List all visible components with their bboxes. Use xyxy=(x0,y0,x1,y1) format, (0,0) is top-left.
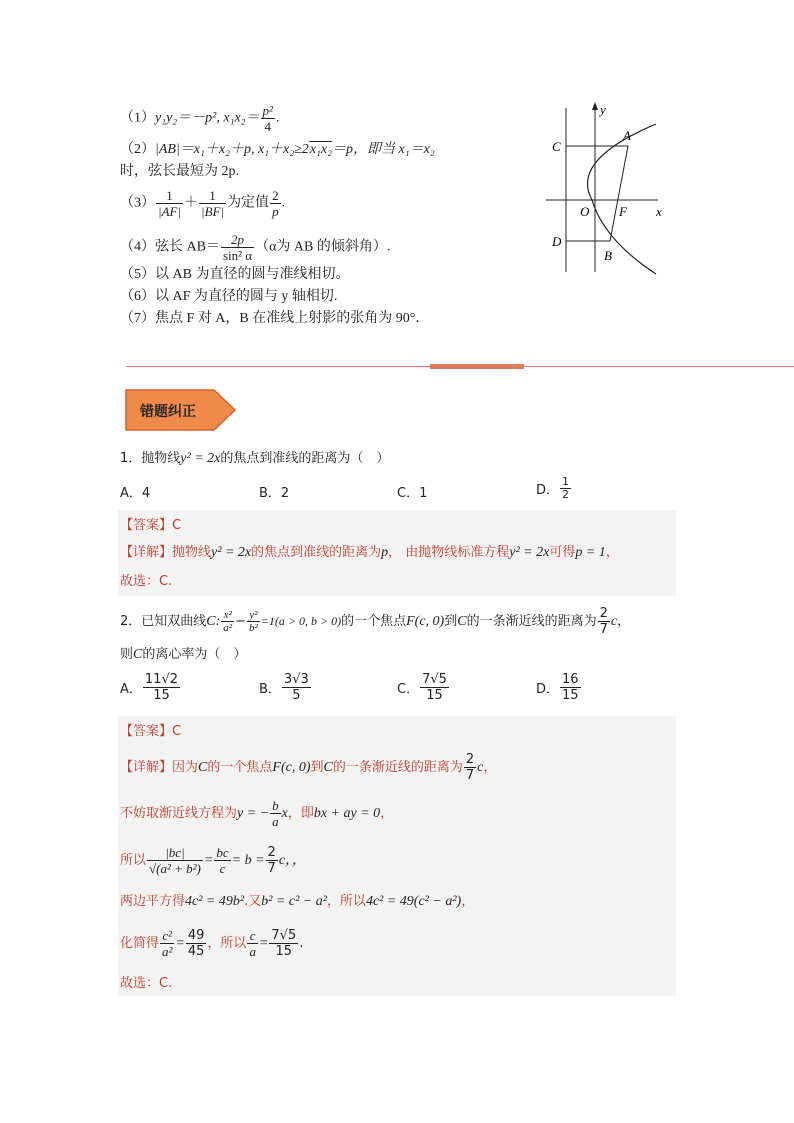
question-2-text-b: 的一个焦点 xyxy=(341,614,407,629)
property-1-index: （1） xyxy=(120,110,155,126)
choice-d-label: D． xyxy=(536,682,560,697)
choice-a-fraction xyxy=(143,672,180,703)
question-2-line-2 xyxy=(120,643,246,663)
question-2-text-e: ， xyxy=(617,614,631,629)
detail-math: 4c² = 49(c² − a²) xyxy=(365,894,462,909)
answer-label: 【答案】 xyxy=(120,724,173,739)
hyperbola-label: C: xyxy=(206,614,221,629)
section-divider-accent xyxy=(430,364,524,369)
choice-a-label: A． xyxy=(120,682,142,697)
detail-text-a: 抛物线 xyxy=(172,545,212,560)
fraction-numerator: y² xyxy=(247,609,260,622)
distance-fraction xyxy=(598,606,610,637)
detail-math: bx + ay = 0 xyxy=(313,806,381,821)
property-4-prefix: （4）弦长 AB＝ xyxy=(120,239,220,255)
fraction-numerator: c xyxy=(247,928,258,944)
question-2-line-2-b: 的离心率为（ ） xyxy=(142,647,247,662)
fraction-numerator: 49 xyxy=(187,928,205,943)
property-6: （6）以 AF 为直径的圆与 y 轴相切. xyxy=(120,289,338,304)
detail-math: = xyxy=(258,936,269,951)
question-2-line-2-c: C xyxy=(133,647,143,662)
detail-text: 化简得 xyxy=(120,936,160,951)
fraction-numerator: 7√5 xyxy=(271,928,297,943)
detail-text: 到 xyxy=(310,760,324,775)
question-2-detail-4 xyxy=(120,890,474,910)
answer-label: 【答案】 xyxy=(120,518,173,533)
label-O: O xyxy=(580,204,590,219)
parabola-diagram xyxy=(540,100,670,280)
fraction-numerator: c² xyxy=(160,928,174,944)
property-4-tail: （α为 AB 的倾斜角）. xyxy=(255,239,391,255)
detail-text: .又 xyxy=(244,894,262,909)
detail-fraction xyxy=(270,798,281,829)
detail-text-d: 可得 xyxy=(549,545,576,560)
fraction-denominator: 15 xyxy=(426,688,443,703)
question-1-choice-c[interactable]: C．1 xyxy=(397,486,428,501)
detail-text: 两边平方得 xyxy=(120,894,186,909)
fraction-denominator: 7 xyxy=(465,768,475,783)
detail-fraction xyxy=(247,928,258,959)
detail-math: C xyxy=(198,760,208,775)
detail-math: = b = xyxy=(231,853,265,868)
fraction-numerator: 1 xyxy=(199,188,226,204)
hyperbola-x-fraction xyxy=(221,609,234,634)
detail-text: ，所以 xyxy=(207,936,247,951)
fraction-numerator: 7√5 xyxy=(422,672,447,687)
choice-b-label: B． xyxy=(259,682,281,697)
detail-text: 不妨取渐近线方程为 xyxy=(120,806,238,821)
choice-c-fraction xyxy=(420,672,449,703)
property-7: （7）焦点 F 对 A，B 在准线上射影的张角为 90°． xyxy=(120,311,430,326)
detail-fraction xyxy=(269,928,298,959)
hyperbola-y-fraction xyxy=(247,609,260,634)
property-2 xyxy=(120,140,435,160)
fraction-denominator: a xyxy=(272,814,279,829)
fraction-numerator: 2 xyxy=(465,752,475,767)
detail-fraction xyxy=(186,928,207,959)
fraction-numerator: b xyxy=(272,798,279,813)
fraction-numerator: 3√3 xyxy=(283,672,309,687)
question-2-detail-2 xyxy=(120,798,393,829)
fraction-denominator: 7 xyxy=(267,861,276,876)
property-3-index: （3） xyxy=(120,195,155,211)
detail-equation-3: p = 1 xyxy=(575,545,606,560)
property-4 xyxy=(120,232,390,263)
question-2-detail-5 xyxy=(120,928,303,959)
fraction-denominator: b² xyxy=(249,622,258,634)
question-2-choice-b[interactable] xyxy=(259,672,312,703)
question-2-curve-c: C xyxy=(457,614,467,629)
detail-fraction xyxy=(266,845,278,876)
detail-fraction xyxy=(214,845,230,876)
fraction-denominator: 5 xyxy=(292,688,301,703)
detail-text: 的一个焦点 xyxy=(207,760,273,775)
label-D: D xyxy=(552,234,562,249)
fraction-numerator: 2 xyxy=(267,845,276,860)
fraction-denominator: 45 xyxy=(187,944,205,959)
detail-math: y = − xyxy=(237,806,270,821)
fraction-denominator: √(a² + b²) xyxy=(149,861,201,876)
property-2-index: （2） xyxy=(120,142,155,157)
fraction-numerator: 2p xyxy=(221,232,254,248)
property-2-tail: ＝p，即当 x₁＝x₂ xyxy=(331,142,435,157)
property-1-fraction xyxy=(261,103,275,134)
label-x: x xyxy=(656,204,662,219)
fraction-numerator: |bc| xyxy=(147,845,203,861)
label-B: B xyxy=(604,248,612,263)
fraction-denominator: 15 xyxy=(153,688,170,703)
hyperbola-condition: =1(a > 0, b > 0) xyxy=(260,614,342,628)
fraction-denominator: 4 xyxy=(264,119,271,134)
property-3-text: 为定值 xyxy=(227,195,270,211)
question-1-text-b: 的焦点到准线的距离为（ ） xyxy=(220,451,390,466)
detail-text: 所以 xyxy=(120,853,147,868)
fraction-numerator: 2 xyxy=(599,606,608,621)
detail-math: = xyxy=(175,936,185,951)
detail-label: 【详解】 xyxy=(120,760,173,775)
fraction-denominator: 15 xyxy=(562,688,579,703)
property-3-fraction-1 xyxy=(156,188,183,219)
choice-c-label: C． xyxy=(397,682,420,697)
y-axis-arrow xyxy=(592,102,598,110)
question-2-text-a: 2．已知双曲线 xyxy=(120,614,207,629)
detail-math: c xyxy=(477,760,484,775)
fraction-denominator: a xyxy=(249,944,256,959)
detail-text-b: 的焦点到准线的距离为 xyxy=(251,545,382,560)
property-1-math: y₁y₂＝－p², x₁x₂＝ xyxy=(155,110,260,126)
answer-value: C xyxy=(172,724,182,739)
detail-label: 【详解】 xyxy=(120,545,173,560)
property-3: （3） $\frac{1}{|AF|}$ ＋ $\frac{1}{|BF|}$ 为定值 $\frac{2}{p}$ . xyxy=(120,188,286,219)
focus-point: F(c, 0) xyxy=(406,614,445,629)
fraction-denominator: c xyxy=(219,861,226,876)
choice-d-label: D． xyxy=(536,483,560,498)
choice-d-fraction xyxy=(560,672,581,703)
choice-d-fraction xyxy=(560,476,571,501)
fraction-denominator: 15 xyxy=(275,944,293,959)
question-1-equation: y² = 2x xyxy=(180,451,221,466)
detail-math: b² = c² − a² xyxy=(261,894,327,909)
answer-value: C xyxy=(172,518,182,533)
property-1: （1）y₁y₂＝－p², x₁x₂＝ $\frac{\text{p²}}{4}$ . xyxy=(120,103,280,134)
question-2-text-d: 的一条渐近线的距离为 xyxy=(466,614,597,629)
detail-math: 4c² = 49b² xyxy=(185,894,245,909)
question-2-detail-1 xyxy=(120,752,496,783)
detail-text-e: ， xyxy=(605,545,619,560)
detail-math: = xyxy=(203,853,214,868)
detail-text: ，所以 xyxy=(326,894,366,909)
minus-sign: − xyxy=(235,614,246,629)
detail-equation-2: y² = 2x xyxy=(509,545,550,560)
detail-text: ， xyxy=(483,760,497,775)
property-2-math: |AB|＝x₁＋x₂＋p, x₁＋x₂≥2 xyxy=(155,142,309,157)
detail-text: . xyxy=(299,936,304,951)
fraction-denominator: 2 xyxy=(562,488,570,501)
question-1-conclusion: 故选：C. xyxy=(120,574,173,589)
property-4-fraction xyxy=(221,232,254,263)
property-3-fraction-2 xyxy=(199,188,226,219)
fraction-denominator: p xyxy=(272,204,279,219)
label-A: A xyxy=(623,128,631,143)
fraction-numerator: 11√2 xyxy=(144,672,179,687)
question-2-answer xyxy=(120,720,181,739)
property-5: （5）以 AB 为直径的圆与准线相切。 xyxy=(120,267,350,282)
fraction-numerator: p² xyxy=(262,103,273,118)
question-1-choice-d[interactable] xyxy=(536,476,572,501)
detail-text: ， xyxy=(461,894,475,909)
detail-math: F(c, 0) xyxy=(272,760,311,775)
detail-math: C xyxy=(323,760,333,775)
label-C: C xyxy=(552,139,561,154)
detail-fraction xyxy=(464,752,476,783)
choice-b-fraction xyxy=(282,672,311,703)
question-2-line-2-a: 则 xyxy=(120,647,134,662)
detail-fraction xyxy=(147,845,203,876)
fraction-denominator: a² xyxy=(223,622,233,634)
property-3-fraction-3 xyxy=(270,188,281,219)
detail-text: ，即 xyxy=(287,806,314,821)
question-1 xyxy=(120,447,389,467)
fraction-numerator: 16 xyxy=(562,672,579,687)
fraction-numerator: bc xyxy=(216,845,229,860)
question-2-detail-3 xyxy=(120,845,306,876)
detail-text: 的一条渐近线的距离为 xyxy=(332,760,463,775)
question-1-choice-b[interactable]: B．2 xyxy=(259,486,290,501)
fraction-denominator: 7 xyxy=(599,622,608,637)
detail-fraction xyxy=(160,928,174,959)
chord-AB xyxy=(610,146,628,241)
fraction-denominator: |AF| xyxy=(158,204,182,219)
question-1-choice-a[interactable]: A．4 xyxy=(120,486,151,501)
fraction-denominator: a² xyxy=(162,944,173,959)
detail-p: p xyxy=(381,545,389,560)
question-2-conclusion: 故选：C. xyxy=(120,976,173,991)
fraction-numerator: 1 xyxy=(156,188,183,204)
property-2-sqrt: x₁x₂ xyxy=(309,142,332,157)
detail-math: c，， xyxy=(278,853,307,868)
fraction-numerator: 2 xyxy=(272,188,279,203)
detail-text-c: ， 由抛物线标准方程 xyxy=(388,545,510,560)
fraction-denominator: |BF| xyxy=(201,204,225,219)
question-1-answer xyxy=(120,514,181,533)
question-2-choice-a[interactable] xyxy=(120,672,181,703)
detail-math: x xyxy=(281,806,288,821)
question-2-choice-c[interactable] xyxy=(397,672,450,703)
distance-c: c xyxy=(610,614,618,629)
plus-sign: ＋ xyxy=(184,195,199,211)
detail-text: 因为 xyxy=(172,760,199,775)
question-2-text-c: 到 xyxy=(444,614,458,629)
question-2-choice-d[interactable] xyxy=(536,672,582,703)
fraction-numerator: 1 xyxy=(562,475,570,488)
label-F: F xyxy=(619,204,627,219)
question-1-detail xyxy=(120,541,619,561)
question-1-text-a: 1．抛物线 xyxy=(120,451,181,466)
section-title: 错题纠正 xyxy=(140,404,196,420)
question-2 xyxy=(120,606,630,637)
detail-text: ， xyxy=(380,806,394,821)
detail-equation-1: y² = 2x xyxy=(211,545,252,560)
label-y: y xyxy=(600,102,606,117)
property-2-continued: 时，弦长最短为 2p. xyxy=(120,164,239,179)
fraction-denominator: sin² α xyxy=(222,248,253,263)
fraction-numerator: x² xyxy=(221,609,234,622)
